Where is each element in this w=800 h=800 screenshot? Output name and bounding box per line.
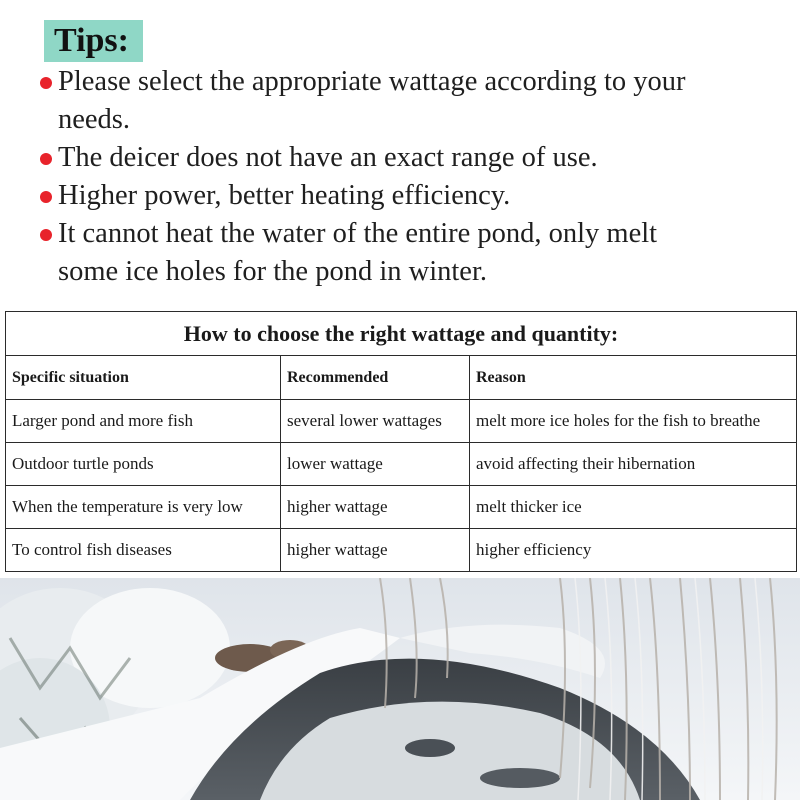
tip-item (40, 139, 790, 177)
red-dot-bullet-icon (40, 191, 52, 203)
table-cell: higher wattage (281, 486, 470, 529)
tips-list (40, 63, 790, 291)
tip-text-line: some ice holes for the pond in winter. (58, 256, 487, 287)
table-row (6, 443, 797, 486)
tip-text-line: needs. (58, 104, 131, 135)
table-title: How to choose the right wattage and quantity: (6, 312, 797, 356)
table-cell: higher efficiency (470, 529, 797, 572)
table-cell: melt thicker ice (470, 486, 797, 529)
table-cell: melt more ice holes for the fish to breathe (470, 400, 797, 443)
table-cell: avoid affecting their hibernation (470, 443, 797, 486)
column-header-situation: Specific situation (6, 356, 281, 400)
table-cell: To control fish diseases (6, 529, 281, 572)
column-header-recommended: Recommended (281, 356, 470, 400)
column-header-reason: Reason (470, 356, 797, 400)
winter-pond-photo (0, 578, 800, 800)
tip-item (40, 215, 790, 291)
tip-item (40, 177, 790, 215)
table-row (6, 400, 797, 443)
table-cell: When the temperature is very low (6, 486, 281, 529)
table-header-row (6, 356, 797, 400)
table-cell: higher wattage (281, 529, 470, 572)
red-dot-bullet-icon (40, 153, 52, 165)
table-cell: lower wattage (281, 443, 470, 486)
table-row (6, 529, 797, 572)
tip-text-line: It cannot heat the water of the entire pond, only melt (58, 218, 658, 249)
table-cell: several lower wattages (281, 400, 470, 443)
tip-text-line: Please select the appropriate wattage according to your (58, 66, 686, 97)
table-cell: Outdoor turtle ponds (6, 443, 281, 486)
tips-heading: Tips: (44, 20, 143, 62)
table-cell: Larger pond and more fish (6, 400, 281, 443)
red-dot-bullet-icon (40, 77, 52, 89)
wattage-table (5, 311, 796, 572)
tip-text-line: The deicer does not have an exact range of use. (58, 142, 598, 173)
table-row (6, 486, 797, 529)
red-dot-bullet-icon (40, 229, 52, 241)
tip-item (40, 63, 790, 139)
tip-text-line: Higher power, better heating efficiency. (58, 180, 511, 211)
